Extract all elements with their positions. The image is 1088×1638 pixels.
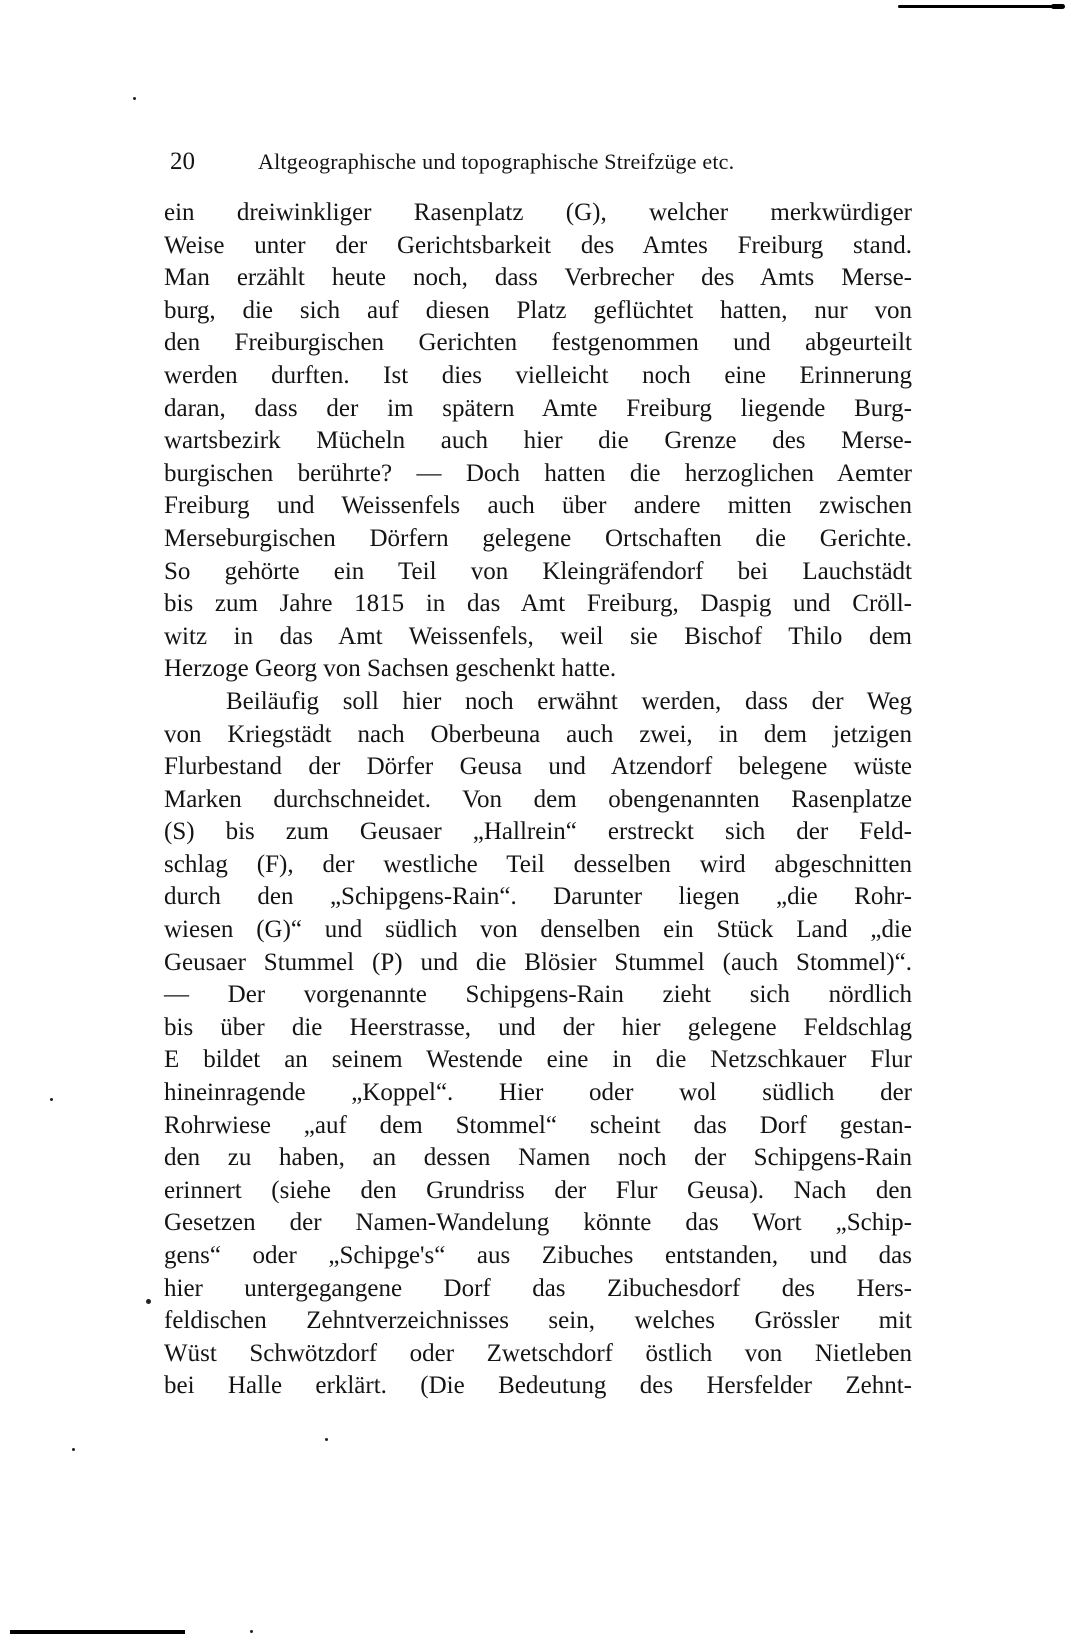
text-line: den Freiburgischen Gerichten festgenommen und abgeurteilt xyxy=(164,329,912,357)
text-line: gens“ oder „Schipge's“ aus Zibuches entstanden, und das xyxy=(164,1242,912,1269)
text-line: schlag (F), der westliche Teil desselben wird abgeschnitten xyxy=(164,850,912,878)
text-line: So gehörte ein Teil von Kleingräfendorf bei Lauchstädt xyxy=(164,557,912,585)
scan-speck xyxy=(325,1438,328,1441)
scan-edge-rule-bottom xyxy=(10,1630,185,1634)
text-line: burgischen berührte? — Doch hatten die herzoglichen Aemter xyxy=(164,459,912,487)
text-line: Marken durchschneidet. Von dem obengenannten Rasenplatze xyxy=(164,785,912,813)
text-line: (S) bis zum Geusaer „Hallrein“ erstreckt sich der Feld- xyxy=(164,818,912,846)
text-line: von Kriegstädt nach Oberbeuna auch zwei, in dem jetzigen xyxy=(164,720,912,748)
body-text xyxy=(164,197,912,1403)
text-line: hier untergegangene Dorf das Zibuchesdorf des Hers- xyxy=(164,1274,912,1302)
text-line: E bildet an seinem Westende eine in die Netzschkauer Flur xyxy=(164,1046,912,1074)
text-line: daran, dass der im spätern Amte Freiburg liegende Burg- xyxy=(164,394,912,422)
paragraph-start-line: Beiläufig soll hier noch erwähnt werden, dass der Weg xyxy=(226,687,912,715)
scan-speck xyxy=(146,1299,151,1304)
text-line: Man erzählt heute noch, dass Verbrecher des Amts Merse- xyxy=(164,264,912,292)
scan-speck xyxy=(72,1448,75,1451)
text-line: Gesetzen der Namen-Wandelung könnte das Wort „Schip- xyxy=(164,1209,912,1237)
scan-edge-rule-top xyxy=(898,5,1063,8)
text-line: erinnert (siehe den Grundriss der Flur Geusa). Nach den xyxy=(164,1176,912,1204)
text-line: feldischen Zehntverzeichnisses sein, welches Grössler mit xyxy=(164,1307,912,1335)
text-line: burg, die sich auf diesen Platz geflüchtet hatten, nur von xyxy=(164,296,912,324)
text-line: Weise unter der Gerichtsbarkeit des Amtes Freiburg stand. xyxy=(164,231,912,259)
text-line: bis über die Heerstrasse, und der hier gelegene Feldschlag xyxy=(164,1013,912,1041)
text-line: hineinragende „Koppel“. Hier oder wol südlich der xyxy=(164,1079,912,1107)
text-line: Rohrwiese „auf dem Stommel“ scheint das Dorf gestan- xyxy=(164,1111,912,1139)
paragraph-end-line: Herzoge Georg von Sachsen geschenkt hatte. xyxy=(164,655,617,683)
text-line: bis zum Jahre 1815 in das Amt Freiburg, Daspig und Cröll- xyxy=(164,590,912,618)
text-line: Wüst Schwötzdorf oder Zwetschdorf östlich von Nietleben xyxy=(164,1339,912,1367)
text-line: wartsbezirk Mücheln auch hier die Grenze des Merse- xyxy=(164,427,912,455)
text-line: den zu haben, an dessen Namen noch der Schipgens-Rain xyxy=(164,1144,912,1172)
text-line: werden durften. Ist dies vielleicht noch eine Erinnerung xyxy=(164,361,912,389)
scan-speck xyxy=(250,1630,253,1633)
scan-speck xyxy=(133,97,136,100)
text-line: bei Halle erklärt. (Die Bedeutung des Hersfelder Zehnt- xyxy=(164,1372,912,1400)
text-line: durch den „Schipgens-Rain“. Darunter liegen „die Rohr- xyxy=(164,883,912,911)
running-title: Altgeographische und topographische Streifzüge etc. xyxy=(258,149,735,174)
text-line: wiesen (G)“ und südlich von denselben ein Stück Land „die xyxy=(164,916,912,944)
text-line: Merseburgischen Dörfern gelegene Ortschaften die Gerichte. xyxy=(164,524,912,552)
text-line: — Der vorgenannte Schipgens-Rain zieht sich nördlich xyxy=(164,981,912,1009)
text-line: Flurbestand der Dörfer Geusa und Atzendorf belegene wüste xyxy=(164,753,912,781)
text-line: ein dreiwinkliger Rasenplatz (G), welcher merkwürdiger xyxy=(164,199,912,226)
page-header xyxy=(170,148,930,184)
text-line: witz in das Amt Weissenfels, weil sie Bischof Thilo dem xyxy=(164,622,912,650)
scan-speck xyxy=(50,1098,53,1101)
page-number: 20 xyxy=(170,148,195,175)
text-line: Geusaer Stummel (P) und die Blösier Stummel (auch Stommel)“. xyxy=(164,948,912,976)
text-line: Freiburg und Weissenfels auch über andere mitten zwischen xyxy=(164,492,912,520)
